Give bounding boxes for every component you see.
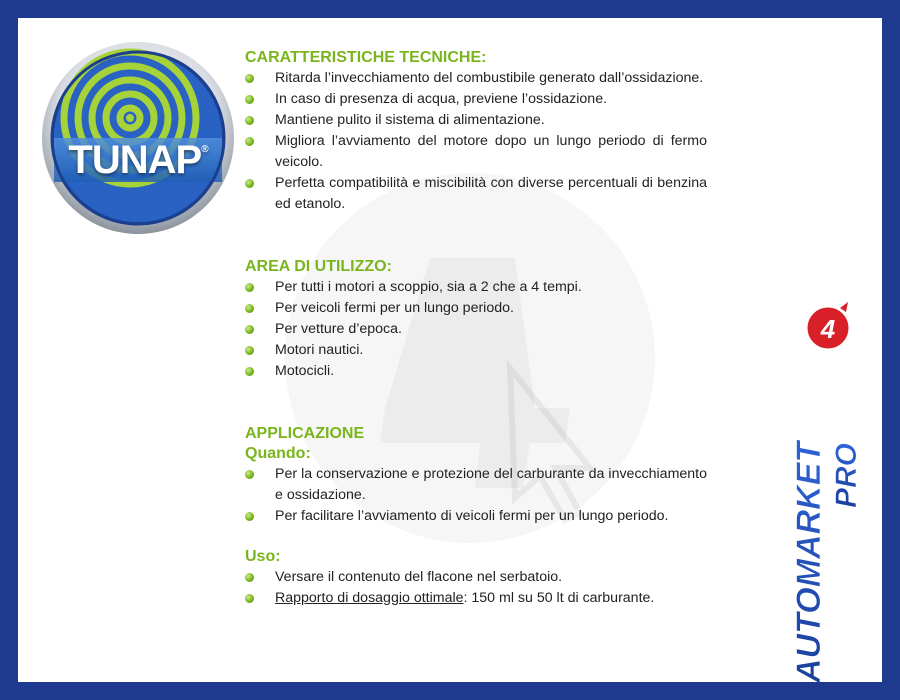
subtitle-use: Uso: xyxy=(245,548,281,565)
section-title-usage-area: AREA DI UTILIZZO: xyxy=(245,258,392,275)
bullet-icon xyxy=(245,512,254,521)
list-item: Perfetta compatibilità e miscibilità con diverse percentuali di benzina ed etanolo. xyxy=(245,173,707,215)
svg-text:PRO: PRO xyxy=(830,442,863,508)
subtitle-when: Quando: xyxy=(245,445,311,462)
list-item: Per vetture d’epoca. xyxy=(245,319,707,340)
list-item: Versare il contenuto del flacone nel serbatoio. xyxy=(245,567,707,588)
list-item: Rapporto di dosaggio ottimale: 150 ml su 50 lt di carburante. xyxy=(245,588,707,609)
badge-4-icon xyxy=(806,302,850,350)
list-item: Motori nautici. xyxy=(245,340,707,361)
usage-area-list xyxy=(245,277,707,382)
bullet-icon xyxy=(245,137,254,146)
dosage-label: Rapporto di dosaggio ottimale xyxy=(275,590,464,606)
list-item: Per tutti i motori a scoppio, sia a 2 che a 4 tempi. xyxy=(245,277,707,298)
list-item: Ritarda l’invecchiamento del combustibile generato dall’ossidazione. xyxy=(245,68,707,89)
tunap-logo-text: TUNAP® xyxy=(68,138,208,182)
list-item: In caso di presenza di acqua, previene l’ossidazione. xyxy=(245,89,707,110)
document-card xyxy=(18,18,882,682)
tech-list xyxy=(245,68,707,215)
list-item: Mantiene pulito il sistema di alimentazione. xyxy=(245,110,707,131)
bullet-icon xyxy=(245,304,254,313)
bullet-icon xyxy=(245,573,254,582)
bullet-icon xyxy=(245,116,254,125)
bullet-icon xyxy=(245,95,254,104)
bullet-icon xyxy=(245,470,254,479)
when-list xyxy=(245,464,707,527)
automarket-pro-logo xyxy=(778,298,868,682)
main-content xyxy=(245,48,707,609)
use-list xyxy=(245,567,707,609)
section-title-application: APPLICAZIONE xyxy=(245,425,365,442)
list-item: Per la conservazione e protezione del carburante da invecchiamento e ossidazione. xyxy=(245,464,707,506)
bullet-icon xyxy=(245,283,254,292)
section-title-tech: CARATTERISTICHE TECNICHE: xyxy=(245,49,487,66)
bullet-icon xyxy=(245,346,254,355)
bullet-icon xyxy=(245,594,254,603)
list-item: Per facilitare l’avviamento di veicoli fermi per un lungo periodo. xyxy=(245,506,707,527)
bullet-icon xyxy=(245,179,254,188)
list-item: Migliora l’avviamento del motore dopo un lungo periodo di fermo veicolo. xyxy=(245,131,707,173)
svg-text:4: 4 xyxy=(820,314,836,344)
list-item: Per veicoli fermi per un lungo periodo. xyxy=(245,298,707,319)
bullet-icon xyxy=(245,325,254,334)
svg-text:AUTOMARKET: AUTOMARKET xyxy=(790,441,828,683)
bullet-icon xyxy=(245,367,254,376)
bullet-icon xyxy=(245,74,254,83)
list-item: Motocicli. xyxy=(245,361,707,382)
